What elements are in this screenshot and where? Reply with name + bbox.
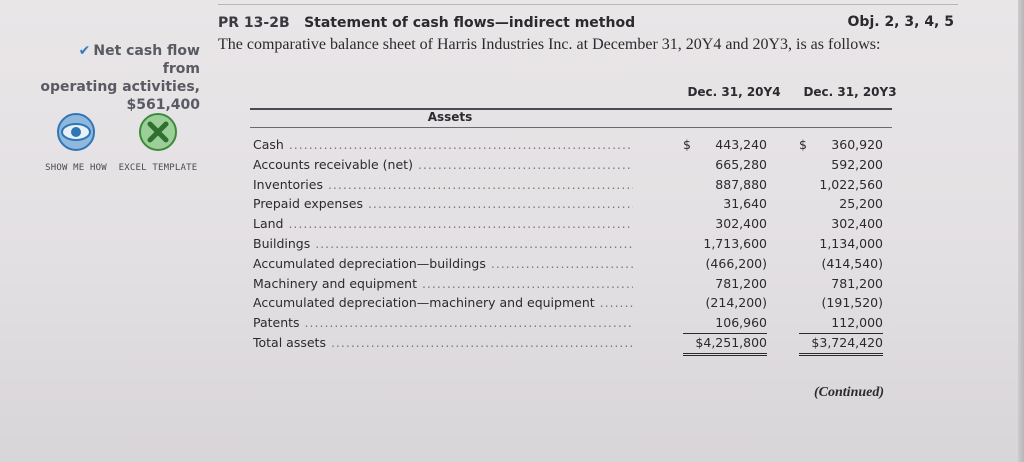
checkmark-icon: ✔ <box>78 43 91 59</box>
table-row <box>253 274 893 294</box>
problem-header <box>218 14 954 32</box>
answer-value: $561,400 <box>126 97 200 113</box>
answer-line-1: Net cash flow from <box>93 43 200 77</box>
row-value-20y4: 31,640 <box>723 196 767 212</box>
page-edge <box>1018 0 1024 462</box>
row-value-20y4: (466,200) <box>705 255 767 271</box>
row-label: Machinery and equipment ..... <box>253 274 633 294</box>
answer-line-2: operating activities, <box>40 79 200 95</box>
row-label: Prepaid expenses ..... <box>253 194 633 214</box>
show-me-how-button[interactable] <box>30 112 122 173</box>
problem-intro: The comparative balance sheet of Harris Industries Inc. at December 31, 20Y4 and 20Y3, is as follows: <box>218 36 881 53</box>
row-value-20y3: 781,200 <box>831 275 883 291</box>
row-label: Accumulated depreciation—machinery and equipment ..... <box>253 293 633 313</box>
row-label: Accounts receivable (net) ..... <box>253 155 633 175</box>
table-top-rule <box>250 108 892 110</box>
problem-title: Statement of cash flows—indirect method <box>304 15 636 31</box>
row-label: Buildings ..... <box>253 234 633 254</box>
eye-icon <box>56 112 96 152</box>
top-rule <box>218 4 958 5</box>
table-row <box>253 155 893 175</box>
row-value-20y3: (191,520) <box>821 295 883 311</box>
column-header-20y4: Dec. 31, 20Y4 <box>687 85 781 99</box>
row-value-20y4: 781,200 <box>715 275 767 291</box>
row-label: Land ..... <box>253 214 633 234</box>
row-value-20y3: 112,000 <box>799 313 883 334</box>
row-value-20y3: 592,200 <box>831 156 883 172</box>
value-text: 443,240 <box>715 137 767 152</box>
row-value-20y3: 25,200 <box>839 196 883 212</box>
answer-margin-note <box>40 42 200 114</box>
row-label: Inventories ..... <box>253 175 633 195</box>
table-header-rule <box>250 127 892 128</box>
table-row <box>253 234 893 254</box>
row-value-20y3 <box>799 135 883 155</box>
column-header-20y3: Dec. 31, 20Y3 <box>803 85 897 99</box>
problem-id: PR 13-2B <box>218 15 290 31</box>
excel-template-button[interactable] <box>112 112 204 173</box>
row-label: Total assets ..... <box>253 333 633 353</box>
table-row <box>253 175 893 195</box>
show-me-how-label: SHOW ME HOW <box>45 163 107 173</box>
row-value-20y3: 1,022,560 <box>819 176 883 192</box>
table-row <box>253 135 893 155</box>
excel-x-icon <box>138 112 178 152</box>
row-value-20y4: (214,200) <box>705 295 767 311</box>
dollar-sign: $ <box>683 137 691 152</box>
section-heading-assets: Assets <box>427 110 473 124</box>
row-value-20y4: 887,880 <box>715 176 767 192</box>
row-value-20y3: 1,134,000 <box>819 235 883 251</box>
table-row <box>253 293 893 313</box>
excel-template-label: EXCEL TEMPLATE <box>118 163 198 173</box>
table-row <box>253 254 893 274</box>
continued-note: (Continued) <box>814 385 885 400</box>
total-value-20y4: $4,251,800 <box>683 333 767 356</box>
row-label: Accumulated depreciation—buildings ..... <box>253 254 633 274</box>
row-label: Cash ..... <box>253 135 633 155</box>
value-text: 360,920 <box>831 137 883 152</box>
total-value-20y3: $3,724,420 <box>799 333 883 356</box>
row-value-20y4: 106,960 <box>683 313 767 334</box>
row-value-20y3: 302,400 <box>831 216 883 232</box>
table-row <box>253 214 893 234</box>
objectives: Obj. 2, 3, 4, 5 <box>847 14 954 30</box>
table-row <box>253 313 893 333</box>
row-value-20y3: (414,540) <box>821 255 883 271</box>
table-row-total <box>253 333 893 353</box>
row-label: Patents ..... <box>253 313 633 333</box>
row-value-20y4: 1,713,600 <box>703 235 767 251</box>
balance-sheet-table <box>253 135 893 353</box>
dollar-sign: $ <box>799 137 807 152</box>
row-value-20y4 <box>683 135 767 155</box>
row-value-20y4: 665,280 <box>715 156 767 172</box>
row-value-20y4: 302,400 <box>715 216 767 232</box>
table-row <box>253 194 893 214</box>
